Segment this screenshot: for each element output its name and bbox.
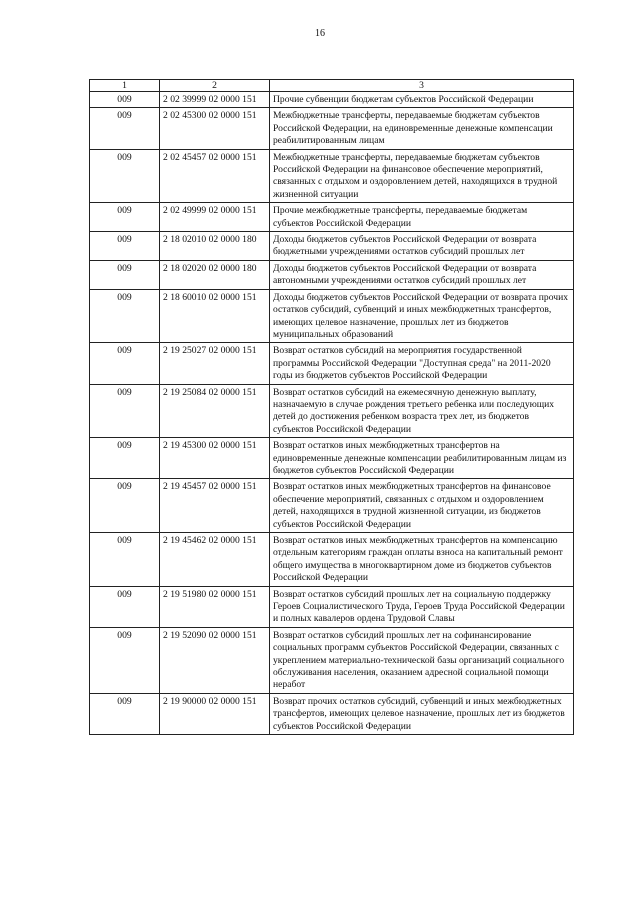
description-cell: Прочие субвенции бюджетам субъектов Российской Федерации: [270, 92, 574, 108]
admin-code-cell: 009: [90, 149, 160, 203]
table-row: [90, 533, 574, 587]
description-cell: Прочие межбюджетные трансферты, передаваемые бюджетам субъектов Российской Федерации: [270, 203, 574, 232]
description-cell: Доходы бюджетов субъектов Российской Федерации от возврата бюджетными учреждениями остатков субсидий прошлых лет: [270, 232, 574, 261]
budget-code-cell: 2 19 45300 02 0000 151: [160, 438, 270, 479]
description-cell: Межбюджетные трансферты, передаваемые бюджетам субъектов Российской Федерации на финансовое обеспечение мероприятий, связанных с отдыхом и оздоровлением детей, находящихся в трудной жизненной ситуации: [270, 149, 574, 203]
admin-code-cell: 009: [90, 343, 160, 384]
description-cell: Возврат остатков иных межбюджетных трансфертов на финансовое обеспечение мероприятий, связанных с отдыхом и оздоровлением детей, находящихся в трудной жизненной ситуации, из бюджетов субъектов Российской Федерации: [270, 479, 574, 533]
header-col-2: 2: [160, 80, 270, 92]
table-row: [90, 203, 574, 232]
budget-code-cell: 2 18 60010 02 0000 151: [160, 289, 270, 343]
admin-code-cell: 009: [90, 627, 160, 693]
budget-code-cell: 2 02 39999 02 0000 151: [160, 92, 270, 108]
table-row: [90, 232, 574, 261]
page-number: 16: [315, 28, 325, 39]
description-cell: Межбюджетные трансферты, передаваемые бюджетам субъектов Российской Федерации, на единовременные денежные компенсации реабилитированным лицам: [270, 108, 574, 149]
description-cell: Возврат остатков субсидий на мероприятия государственной программы Российской Федерации "Доступная среда" на 2011-2020 годы из бюджетов субъектов Российской Федерации: [270, 343, 574, 384]
budget-code-cell: 2 19 51980 02 0000 151: [160, 586, 270, 627]
admin-code-cell: 009: [90, 586, 160, 627]
admin-code-cell: 009: [90, 108, 160, 149]
table-row: [90, 92, 574, 108]
header-col-3: 3: [270, 80, 574, 92]
description-cell: Возврат остатков субсидий прошлых лет на социальную поддержку Героев Социалистического Труда, Героев Труда Российской Федерации и полных кавалеров ордена Трудовой Славы: [270, 586, 574, 627]
table-row: [90, 438, 574, 479]
budget-codes-table: [89, 79, 574, 735]
budget-code-cell: 2 19 45462 02 0000 151: [160, 533, 270, 587]
header-col-1: 1: [90, 80, 160, 92]
table-row: [90, 384, 574, 438]
table-row: [90, 479, 574, 533]
description-cell: Возврат остатков субсидий на ежемесячную денежную выплату, назначаемую в случае рождения третьего ребенка или последующих детей до достижения ребенком возраста трех лет, из бюджетов субъектов Российской Федерации: [270, 384, 574, 438]
table-row: [90, 149, 574, 203]
table-row: [90, 343, 574, 384]
admin-code-cell: 009: [90, 479, 160, 533]
description-cell: Доходы бюджетов субъектов Российской Федерации от возврата автономными учреждениями остатков субсидий прошлых лет: [270, 260, 574, 289]
table-row: [90, 260, 574, 289]
budget-code-cell: 2 19 25027 02 0000 151: [160, 343, 270, 384]
budget-code-cell: 2 19 45457 02 0000 151: [160, 479, 270, 533]
admin-code-cell: 009: [90, 438, 160, 479]
budget-code-cell: 2 02 45300 02 0000 151: [160, 108, 270, 149]
description-cell: Доходы бюджетов субъектов Российской Федерации от возврата прочих остатков субсидий, субвенций и иных межбюджетных трансфертов, имеющих целевое назначение, прошлых лет из бюджетов муниципальных образований: [270, 289, 574, 343]
description-cell: Возврат остатков иных межбюджетных трансфертов на компенсацию отдельным категориям граждан оплаты взноса на капитальный ремонт общего имущества в многоквартирном доме из бюджетов субъектов Российской Федерации: [270, 533, 574, 587]
description-cell: Возврат остатков иных межбюджетных трансфертов на единовременные денежные компенсации реабилитированным лицам из бюджетов субъектов Российской Федерации: [270, 438, 574, 479]
budget-code-cell: 2 02 49999 02 0000 151: [160, 203, 270, 232]
budget-code-cell: 2 18 02010 02 0000 180: [160, 232, 270, 261]
admin-code-cell: 009: [90, 92, 160, 108]
description-cell: Возврат остатков субсидий прошлых лет на софинансирование социальных программ субъектов Российской Федерации, связанных с укреплением материально-технической базы организаций социального обслуживания населения, оказанием адресной социальной помощи неработ: [270, 627, 574, 693]
admin-code-cell: 009: [90, 260, 160, 289]
admin-code-cell: 009: [90, 384, 160, 438]
budget-code-cell: 2 02 45457 02 0000 151: [160, 149, 270, 203]
budget-code-cell: 2 19 25084 02 0000 151: [160, 384, 270, 438]
admin-code-cell: 009: [90, 203, 160, 232]
admin-code-cell: 009: [90, 693, 160, 734]
table-row: [90, 108, 574, 149]
table-row: [90, 289, 574, 343]
admin-code-cell: 009: [90, 533, 160, 587]
table-row: [90, 693, 574, 734]
table-header-row: [90, 80, 574, 92]
budget-code-cell: 2 18 02020 02 0000 180: [160, 260, 270, 289]
description-cell: Возврат прочих остатков субсидий, субвенций и иных межбюджетных трансфертов, имеющих целевое назначение, прошлых лет из бюджетов субъектов Российской Федерации: [270, 693, 574, 734]
table-row: [90, 586, 574, 627]
admin-code-cell: 009: [90, 289, 160, 343]
admin-code-cell: 009: [90, 232, 160, 261]
budget-code-cell: 2 19 52090 02 0000 151: [160, 627, 270, 693]
budget-code-cell: 2 19 90000 02 0000 151: [160, 693, 270, 734]
table-row: [90, 627, 574, 693]
